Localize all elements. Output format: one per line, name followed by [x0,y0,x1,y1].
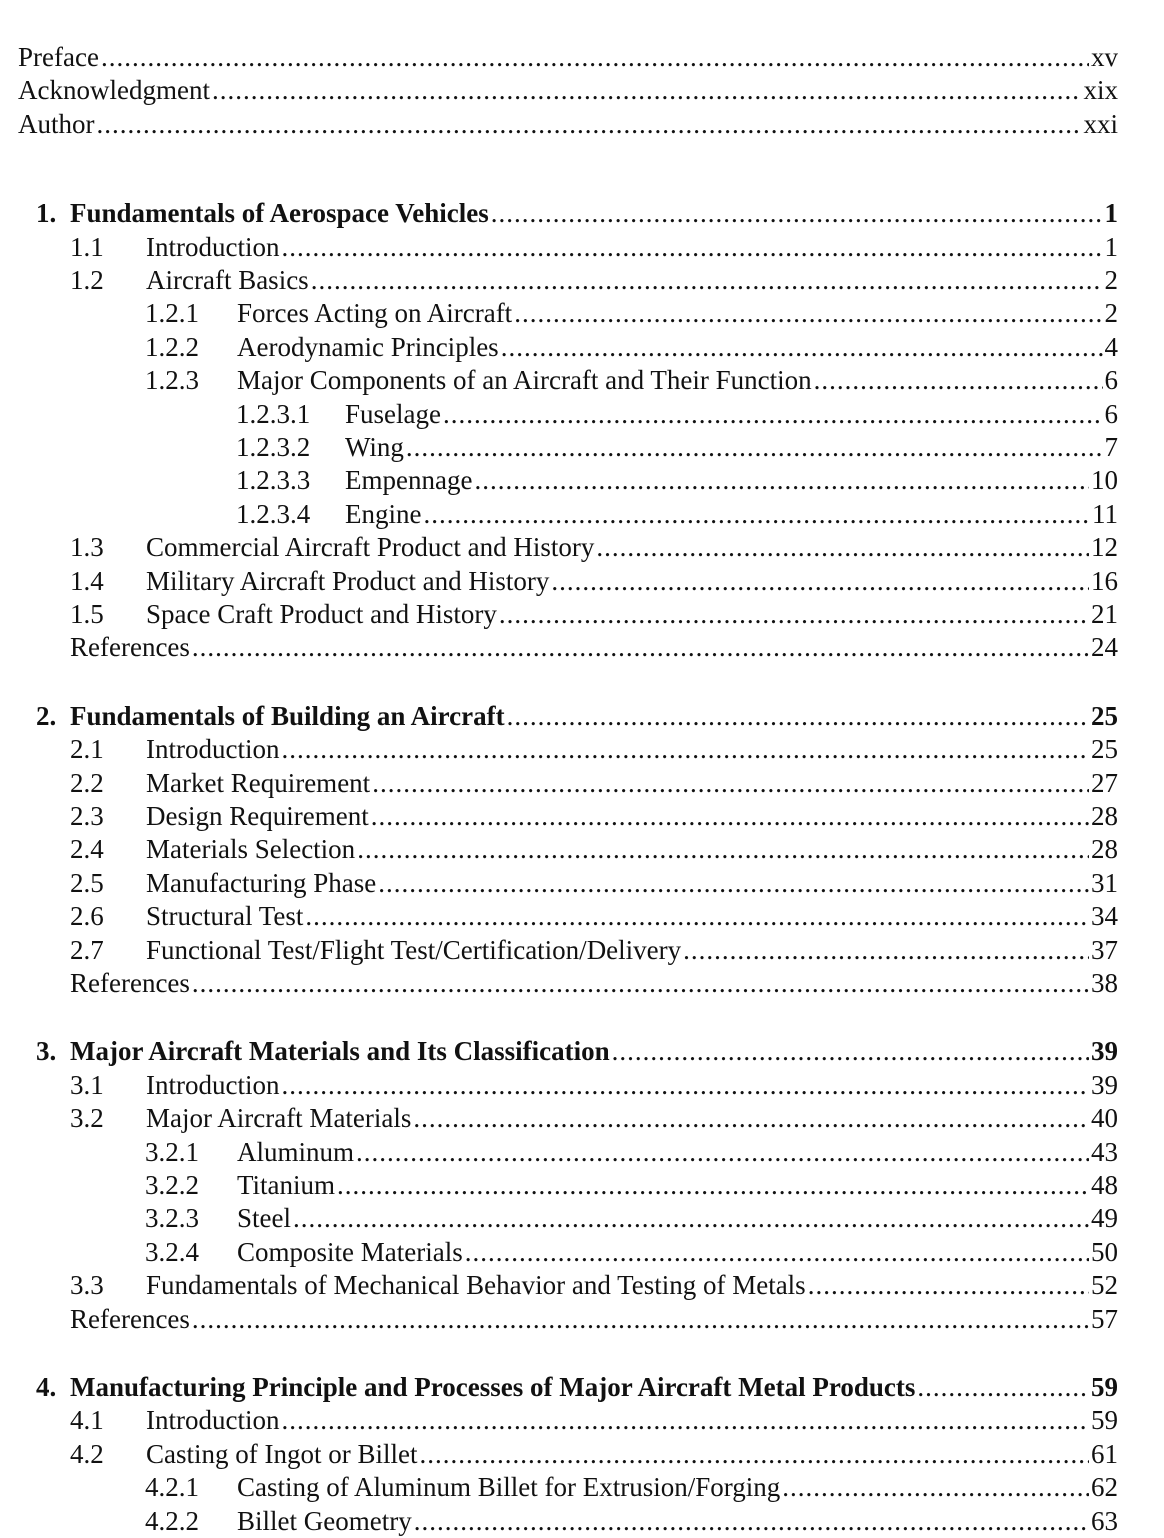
toc-section-entry[interactable] [70,766,1118,800]
entry-title: Titanium [237,1170,336,1200]
dot-leader [507,699,1089,733]
entry-page-number: 28 [1091,801,1118,831]
entry-page-number: xix [1083,75,1118,106]
dot-leader [192,1302,1089,1336]
toc-front-matter-entry[interactable] [18,107,1118,141]
entry-page-number: 40 [1091,1103,1118,1134]
entry-page-number: 11 [1092,498,1118,529]
entry-title: Fuselage [345,398,441,429]
dot-leader [782,1470,1089,1504]
entry-title: Major Aircraft Materials and Its Classification [70,1036,610,1067]
entry-title: Fundamentals of Building an Aircraft [70,700,505,731]
entry-title: Introduction [146,734,280,765]
entry-page-number: xv [1091,42,1118,72]
toc-section-entry[interactable] [70,832,1118,866]
entry-number: 1.4 [70,565,104,596]
dot-leader [596,530,1089,564]
dot-leader [192,630,1089,664]
entry-number: 1.2 [70,265,104,295]
entry-page-number: 52 [1091,1270,1118,1301]
entry-title: Commercial Aircraft Product and History [146,532,595,563]
dot-leader [406,430,1103,464]
entry-page-number: 28 [1091,834,1118,865]
dot-leader [281,1068,1089,1102]
entry-title: Major Aircraft Materials [146,1103,412,1134]
entry-title: Structural Test [146,901,304,932]
entry-page-number: 57 [1091,1303,1118,1334]
toc-section-entry[interactable] [236,497,1118,531]
entry-number: 1.5 [70,599,104,629]
dot-leader [413,1101,1089,1135]
entry-number: 3.2.2 [145,1170,199,1200]
entry-number: 1. [36,198,57,229]
entry-title: Wing [345,432,404,462]
toc-section-entry[interactable] [70,866,1118,900]
entry-title: Billet Geometry [237,1505,412,1536]
entry-page-number: 49 [1091,1203,1118,1234]
entry-number: 1.3 [70,532,104,563]
toc-section-entry[interactable] [145,1135,1118,1169]
entry-title: Introduction [146,1405,280,1436]
toc-references-entry[interactable] [70,1302,1118,1336]
entry-title: Acknowledgment [18,75,210,106]
entry-page-number: 48 [1091,1170,1118,1200]
dot-leader [101,40,1089,74]
toc-section-entry[interactable] [145,363,1118,397]
entry-number: 3. [36,1036,57,1067]
entry-page-number: 43 [1091,1136,1118,1167]
toc-chapter-heading[interactable] [36,196,1118,230]
entry-number: 2.1 [70,734,104,765]
dot-leader [551,564,1089,598]
toc-chapter-heading[interactable] [36,699,1118,733]
toc-section-entry[interactable] [236,463,1118,497]
entry-number: 3.2 [70,1103,104,1134]
dot-leader [212,73,1082,107]
dot-leader [311,263,1103,297]
dot-leader [419,1437,1089,1471]
entry-page-number: 6 [1104,398,1118,429]
dot-leader [501,330,1103,364]
entry-number: 3.2.4 [145,1236,199,1267]
toc-references-entry[interactable] [70,630,1118,664]
toc-section-entry[interactable] [70,230,1118,264]
entry-number: 2.6 [70,901,104,932]
entry-number: 1.2.2 [145,331,199,362]
entry-page-number: 27 [1091,767,1118,798]
toc-section-entry[interactable] [70,732,1118,766]
entry-page-number: 39 [1091,1036,1118,1067]
entry-title: References [70,1303,190,1334]
toc-section-entry[interactable] [145,296,1118,330]
toc-front-matter-entry[interactable] [18,73,1118,107]
entry-page-number: 21 [1091,599,1118,629]
entry-title: References [70,632,190,663]
entry-page-number: 1 [1104,198,1118,229]
entry-number: 4.2.1 [145,1472,199,1503]
entry-title: Composite Materials [237,1236,463,1267]
entry-number: 3.2.3 [145,1203,199,1234]
entry-page-number: 4 [1104,331,1118,362]
entry-page-number: 62 [1091,1472,1118,1503]
toc-section-entry[interactable] [70,1268,1118,1302]
entry-page-number: 12 [1091,532,1118,563]
dot-leader [337,1168,1089,1202]
toc-section-entry[interactable] [70,933,1118,967]
dot-leader [281,1403,1089,1437]
entry-number: 4.2.2 [145,1505,199,1536]
toc-section-entry[interactable] [70,1068,1118,1102]
entry-number: 2.3 [70,801,104,831]
entry-number: 2.5 [70,867,104,898]
entry-page-number: 39 [1091,1069,1118,1100]
entry-number: 4.1 [70,1405,104,1436]
entry-title: Introduction [146,231,280,262]
entry-page-number: 25 [1091,734,1118,765]
toc-section-entry[interactable] [145,1168,1118,1202]
toc-front-matter-entry[interactable] [18,40,1118,74]
entry-number: 3.2.1 [145,1136,199,1167]
entry-number: 1.2.3.1 [236,398,311,429]
dot-leader [371,799,1089,833]
dot-leader [414,1504,1089,1538]
dot-leader [612,1034,1089,1068]
dot-leader [378,866,1089,900]
entry-title: Aircraft Basics [146,265,309,295]
entry-page-number: 2 [1104,265,1118,295]
dot-leader [356,1135,1089,1169]
entry-number: 2. [36,700,57,731]
toc-section-entry[interactable] [145,1470,1118,1504]
entry-number: 1.2.3.3 [236,465,311,496]
toc-section-entry[interactable] [145,1504,1118,1538]
dot-leader [423,497,1090,531]
entry-title: Casting of Ingot or Billet [146,1438,418,1469]
entry-page-number: 59 [1091,1405,1118,1436]
entry-page-number: 10 [1091,465,1118,496]
entry-title: Major Components of an Aircraft and Their Function [237,365,812,396]
entry-title: Steel [237,1203,291,1234]
entry-title: Design Requirement [146,801,369,831]
toc-chapter-heading[interactable] [36,1370,1118,1404]
toc-section-entry[interactable] [70,263,1118,297]
entry-title: Functional Test/Flight Test/Certification/Delivery [146,934,682,965]
entry-title: Aerodynamic Principles [237,331,499,362]
dot-leader [474,463,1089,497]
dot-leader [491,196,1103,230]
entry-page-number: 59 [1091,1372,1118,1402]
toc-section-entry[interactable] [70,564,1118,598]
entry-page-number: 63 [1091,1505,1118,1536]
dot-leader [192,966,1089,1000]
entry-number: 4. [36,1372,57,1402]
entry-number: 1.1 [70,231,104,262]
entry-page-number: 37 [1091,934,1118,965]
entry-title: Manufacturing Phase [146,867,377,898]
dot-leader [499,597,1089,631]
entry-page-number: 61 [1091,1438,1118,1469]
entry-number: 1.2.1 [145,298,199,329]
dot-leader [465,1235,1089,1269]
entry-number: 1.2.3 [145,365,199,396]
dot-leader [814,363,1103,397]
toc-section-entry[interactable] [236,430,1118,464]
toc-chapter-heading[interactable] [36,1034,1118,1068]
entry-title: Casting of Aluminum Billet for Extrusion/Forging [237,1472,781,1503]
dot-leader [443,397,1103,431]
toc-section-entry[interactable] [70,799,1118,833]
entry-title: Forces Acting on Aircraft [237,298,513,329]
entry-title: Space Craft Product and History [146,599,497,629]
entry-number: 2.4 [70,834,104,865]
dot-leader [357,832,1089,866]
entry-number: 4.2 [70,1438,104,1469]
dot-leader [514,296,1102,330]
dot-leader [281,732,1089,766]
dot-leader [305,899,1089,933]
toc-references-entry[interactable] [70,966,1118,1000]
entry-number: 3.3 [70,1270,104,1301]
entry-number: 1.2.3.2 [236,432,311,462]
entry-page-number: 7 [1104,432,1118,462]
entry-page-number: 38 [1091,968,1118,998]
entry-title: Empennage [345,465,473,496]
dot-leader [372,766,1089,800]
entry-page-number: 25 [1091,700,1118,731]
toc-section-entry[interactable] [70,1437,1118,1471]
entry-title: Market Requirement [146,767,371,798]
dot-leader [683,933,1089,967]
toc-section-entry[interactable] [70,597,1118,631]
entry-page-number: 50 [1091,1236,1118,1267]
dot-leader [808,1268,1089,1302]
entry-title: Preface [18,42,99,72]
entry-title: Aluminum [237,1136,355,1167]
dot-leader [281,230,1102,264]
entry-page-number: 16 [1091,565,1118,596]
entry-number: 2.2 [70,767,104,798]
dot-leader [97,107,1082,141]
entry-page-number: 24 [1091,632,1118,663]
entry-title: Materials Selection [146,834,356,865]
entry-title: Introduction [146,1069,280,1100]
entry-title: Manufacturing Principle and Processes of Major Aircraft Metal Products [70,1372,916,1402]
toc-section-entry[interactable] [145,1235,1118,1269]
toc-section-entry[interactable] [70,1403,1118,1437]
entry-page-number: xxi [1083,108,1118,139]
dot-leader [293,1201,1089,1235]
toc-section-entry[interactable] [145,330,1118,364]
toc-section-entry[interactable] [236,397,1118,431]
toc-section-entry[interactable] [70,1101,1118,1135]
entry-title: Engine [345,498,422,529]
entry-title: Military Aircraft Product and History [146,565,550,596]
entry-title: Fundamentals of Mechanical Behavior and Testing of Metals [146,1270,806,1301]
entry-title: References [70,968,190,998]
toc-section-entry[interactable] [70,899,1118,933]
dot-leader [917,1370,1089,1404]
entry-title: Author [18,108,95,139]
entry-page-number: 6 [1104,365,1118,396]
entry-number: 2.7 [70,934,104,965]
entry-page-number: 1 [1104,231,1118,262]
entry-page-number: 2 [1104,298,1118,329]
toc-section-entry[interactable] [145,1201,1118,1235]
toc-section-entry[interactable] [70,530,1118,564]
entry-number: 1.2.3.4 [236,498,311,529]
entry-page-number: 31 [1091,867,1118,898]
entry-page-number: 34 [1091,901,1118,932]
entry-title: Fundamentals of Aerospace Vehicles [70,198,489,229]
entry-number: 3.1 [70,1069,104,1100]
